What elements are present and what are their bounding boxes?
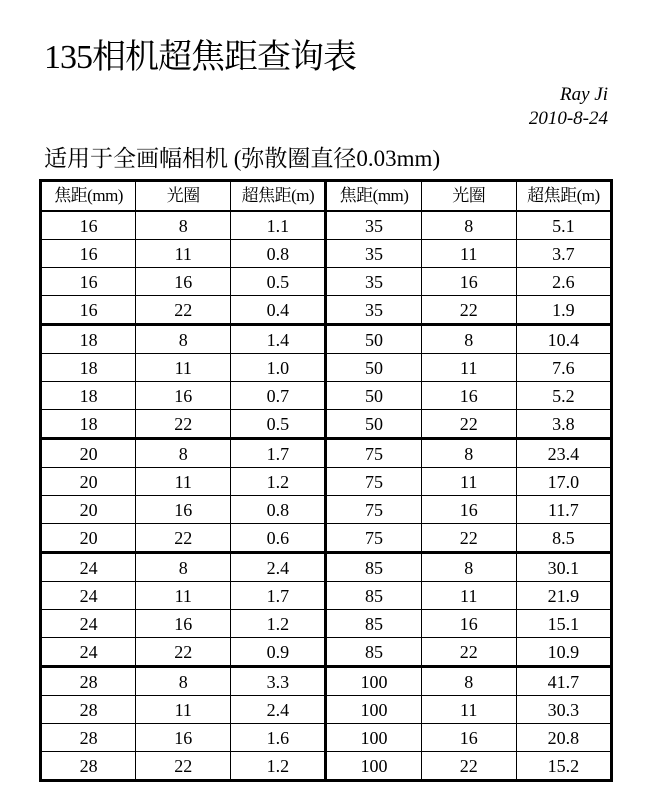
cell-aperture: 22 (136, 410, 231, 439)
table-row (41, 610, 612, 638)
cell-hyperfocal-distance: 8.5 (516, 524, 611, 553)
cell-hyperfocal-distance: 2.6 (516, 268, 611, 296)
cell-aperture: 8 (136, 211, 231, 240)
cell-aperture: 8 (421, 211, 516, 240)
table-body (41, 211, 612, 781)
cell-aperture: 8 (136, 667, 231, 696)
cell-focal-length: 50 (326, 354, 421, 382)
cell-aperture: 8 (136, 439, 231, 468)
cell-hyperfocal-distance: 3.8 (516, 410, 611, 439)
cell-focal-length: 50 (326, 382, 421, 410)
cell-hyperfocal-distance: 0.9 (231, 638, 326, 667)
cell-hyperfocal-distance: 1.2 (231, 610, 326, 638)
cell-hyperfocal-distance: 41.7 (516, 667, 611, 696)
cell-focal-length: 85 (326, 610, 421, 638)
header-aperture: 光圈 (136, 181, 231, 212)
cell-hyperfocal-distance: 0.6 (231, 524, 326, 553)
cell-focal-length: 24 (41, 610, 136, 638)
cell-aperture: 22 (136, 524, 231, 553)
cell-hyperfocal-distance: 15.2 (516, 752, 611, 781)
cell-hyperfocal-distance: 1.2 (231, 752, 326, 781)
header-aperture: 光圈 (421, 181, 516, 212)
cell-hyperfocal-distance: 30.1 (516, 553, 611, 582)
cell-hyperfocal-distance: 23.4 (516, 439, 611, 468)
cell-hyperfocal-distance: 2.4 (231, 553, 326, 582)
cell-focal-length: 18 (41, 354, 136, 382)
cell-hyperfocal-distance: 20.8 (516, 724, 611, 752)
cell-aperture: 11 (136, 468, 231, 496)
cell-focal-length: 28 (41, 667, 136, 696)
cell-focal-length: 75 (326, 439, 421, 468)
cell-focal-length: 20 (41, 524, 136, 553)
cell-aperture: 11 (136, 582, 231, 610)
cell-focal-length: 28 (41, 696, 136, 724)
cell-focal-length: 100 (326, 724, 421, 752)
cell-focal-length: 28 (41, 724, 136, 752)
cell-focal-length: 85 (326, 553, 421, 582)
cell-hyperfocal-distance: 0.7 (231, 382, 326, 410)
table-row (41, 667, 612, 696)
cell-aperture: 22 (421, 524, 516, 553)
cell-hyperfocal-distance: 3.7 (516, 240, 611, 268)
cell-aperture: 11 (421, 582, 516, 610)
table-row (41, 325, 612, 354)
cell-focal-length: 35 (326, 268, 421, 296)
cell-hyperfocal-distance: 1.6 (231, 724, 326, 752)
table-row (41, 211, 612, 240)
table-row (41, 553, 612, 582)
table-row (41, 268, 612, 296)
header-focal-length: 焦距(mm) (41, 181, 136, 212)
author-name: Ray Ji (559, 84, 608, 105)
header-focal-length: 焦距(mm) (326, 181, 421, 212)
cell-hyperfocal-distance: 1.7 (231, 582, 326, 610)
cell-hyperfocal-distance: 1.1 (231, 211, 326, 240)
cell-focal-length: 100 (326, 696, 421, 724)
cell-focal-length: 16 (41, 211, 136, 240)
table-row (41, 638, 612, 667)
cell-focal-length: 85 (326, 582, 421, 610)
cell-aperture: 22 (136, 296, 231, 325)
cell-aperture: 16 (136, 610, 231, 638)
cell-hyperfocal-distance: 1.2 (231, 468, 326, 496)
cell-aperture: 16 (421, 382, 516, 410)
table-row (41, 439, 612, 468)
cell-aperture: 16 (421, 268, 516, 296)
header-hyperfocal-distance: 超焦距(m) (516, 181, 611, 212)
cell-focal-length: 16 (41, 240, 136, 268)
hyperfocal-table (39, 179, 613, 782)
table-row (41, 724, 612, 752)
cell-focal-length: 75 (326, 524, 421, 553)
cell-hyperfocal-distance: 17.0 (516, 468, 611, 496)
cell-aperture: 11 (136, 240, 231, 268)
cell-hyperfocal-distance: 1.4 (231, 325, 326, 354)
cell-hyperfocal-distance: 1.7 (231, 439, 326, 468)
table-subtitle: 适用于全画幅相机 (弥散圈直径0.03mm) (44, 146, 441, 171)
cell-aperture: 22 (421, 410, 516, 439)
cell-focal-length: 16 (41, 268, 136, 296)
cell-aperture: 16 (136, 724, 231, 752)
cell-hyperfocal-distance: 0.8 (231, 496, 326, 524)
cell-hyperfocal-distance: 3.3 (231, 667, 326, 696)
cell-hyperfocal-distance: 0.8 (231, 240, 326, 268)
cell-focal-length: 24 (41, 638, 136, 667)
cell-aperture: 16 (421, 610, 516, 638)
cell-hyperfocal-distance: 10.9 (516, 638, 611, 667)
cell-focal-length: 75 (326, 468, 421, 496)
table-row (41, 696, 612, 724)
table-row (41, 354, 612, 382)
cell-focal-length: 35 (326, 211, 421, 240)
cell-hyperfocal-distance: 11.7 (516, 496, 611, 524)
cell-hyperfocal-distance: 7.6 (516, 354, 611, 382)
cell-focal-length: 20 (41, 439, 136, 468)
cell-aperture: 8 (421, 439, 516, 468)
table-row (41, 582, 612, 610)
cell-focal-length: 50 (326, 325, 421, 354)
cell-aperture: 11 (421, 240, 516, 268)
page-title: 135相机超焦距查询表 (44, 39, 356, 76)
cell-aperture: 22 (421, 752, 516, 781)
cell-focal-length: 50 (326, 410, 421, 439)
cell-hyperfocal-distance: 5.2 (516, 382, 611, 410)
header-hyperfocal-distance: 超焦距(m) (231, 181, 326, 212)
table-row (41, 752, 612, 781)
cell-focal-length: 28 (41, 752, 136, 781)
cell-focal-length: 100 (326, 667, 421, 696)
cell-hyperfocal-distance: 2.4 (231, 696, 326, 724)
cell-aperture: 8 (136, 325, 231, 354)
table-row (41, 296, 612, 325)
cell-aperture: 22 (136, 752, 231, 781)
cell-aperture: 11 (421, 354, 516, 382)
cell-aperture: 8 (136, 553, 231, 582)
cell-hyperfocal-distance: 0.4 (231, 296, 326, 325)
cell-aperture: 22 (421, 296, 516, 325)
cell-aperture: 11 (136, 696, 231, 724)
cell-hyperfocal-distance: 10.4 (516, 325, 611, 354)
cell-hyperfocal-distance: 30.3 (516, 696, 611, 724)
cell-aperture: 16 (136, 268, 231, 296)
cell-focal-length: 18 (41, 325, 136, 354)
cell-focal-length: 18 (41, 410, 136, 439)
cell-hyperfocal-distance: 0.5 (231, 268, 326, 296)
document-date: 2010-8-24 (528, 108, 608, 129)
cell-focal-length: 24 (41, 553, 136, 582)
cell-focal-length: 24 (41, 582, 136, 610)
cell-focal-length: 35 (326, 240, 421, 268)
cell-hyperfocal-distance: 15.1 (516, 610, 611, 638)
cell-aperture: 16 (136, 382, 231, 410)
cell-aperture: 11 (421, 468, 516, 496)
table-row (41, 382, 612, 410)
cell-aperture: 22 (136, 638, 231, 667)
cell-aperture: 8 (421, 667, 516, 696)
cell-aperture: 8 (421, 553, 516, 582)
cell-aperture: 16 (136, 496, 231, 524)
table-row (41, 240, 612, 268)
cell-aperture: 16 (421, 724, 516, 752)
cell-focal-length: 100 (326, 752, 421, 781)
cell-hyperfocal-distance: 5.1 (516, 211, 611, 240)
cell-hyperfocal-distance: 0.5 (231, 410, 326, 439)
table-header-row (41, 181, 612, 212)
cell-hyperfocal-distance: 1.0 (231, 354, 326, 382)
cell-focal-length: 20 (41, 496, 136, 524)
cell-aperture: 16 (421, 496, 516, 524)
cell-hyperfocal-distance: 21.9 (516, 582, 611, 610)
cell-focal-length: 75 (326, 496, 421, 524)
table-row (41, 524, 612, 553)
table-row (41, 410, 612, 439)
cell-focal-length: 85 (326, 638, 421, 667)
cell-aperture: 22 (421, 638, 516, 667)
table-row (41, 468, 612, 496)
table-row (41, 496, 612, 524)
cell-focal-length: 20 (41, 468, 136, 496)
cell-hyperfocal-distance: 1.9 (516, 296, 611, 325)
cell-focal-length: 18 (41, 382, 136, 410)
cell-focal-length: 16 (41, 296, 136, 325)
cell-aperture: 11 (136, 354, 231, 382)
cell-aperture: 8 (421, 325, 516, 354)
cell-focal-length: 35 (326, 296, 421, 325)
cell-aperture: 11 (421, 696, 516, 724)
